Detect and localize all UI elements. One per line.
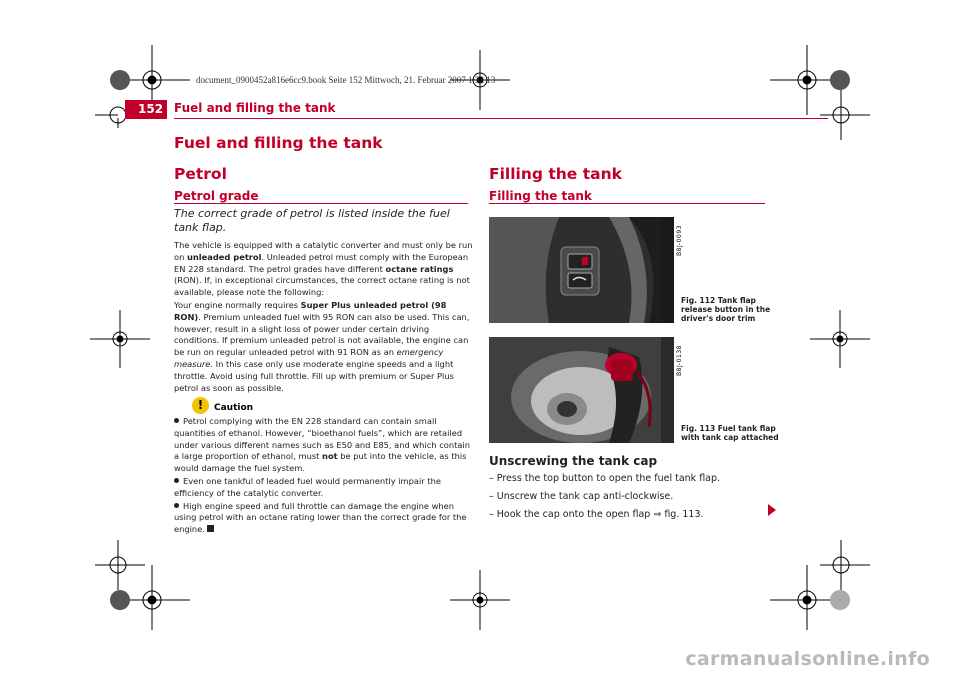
caution-icon: ! (192, 397, 209, 414)
page-number: 152 (138, 102, 164, 116)
section-title: Petrol (174, 165, 227, 183)
header-rule (174, 118, 828, 119)
caution-label: Caution (214, 403, 254, 413)
caution-bullet-leaded: Even one tankful of leaded fuel would permanently impair the efficiency of the catalytic converter. (174, 475, 441, 498)
paragraph-unleaded: The vehicle is equipped with a catalytic converter and must only be run on unleaded petrol. Unleaded petrol must comply with the European EN 228 standard. The petrol grades have different octane ratings (RON). If, in exceptional circumstances, the correct octane rating is not available, please note the following: (174, 240, 473, 298)
watermark: carmanualsonline.info (685, 648, 930, 670)
step-2: – Unscrew the tank cap anti-clockwise. (489, 491, 674, 502)
figure-113-caption: Fig. 113 Fuel tank flap with tank cap attached (681, 424, 779, 442)
figure-112-photo (489, 217, 674, 323)
right-chapter-title: Filling the tank (489, 165, 622, 183)
figure-113-photo (489, 337, 674, 443)
step-3: – Hook the cap onto the open flap ⇒ fig. 113. (489, 509, 704, 520)
chapter-title: Fuel and filling the tank (174, 134, 383, 152)
subsection-title-petrol-grade: Petrol grade (174, 189, 259, 203)
figure-113-code: B8J-0138 (676, 345, 683, 376)
figure-112-caption: Fig. 112 Tank flap release button in the driver's door trim (681, 296, 771, 323)
figure-112-code: B8J-0093 (676, 225, 683, 256)
intro-text: The correct grade of petrol is listed inside the fuel tank flap. (174, 207, 450, 234)
steps-heading: Unscrewing the tank cap (489, 454, 658, 468)
subsection-rule (174, 203, 468, 204)
running-title: Fuel and filling the tank (174, 101, 336, 115)
print-line: document_0900452a816e6cc9.book Seite 152 Mittwoch, 21. Februar 2007 1:32 13 (196, 75, 496, 85)
caution-list (174, 416, 474, 537)
caution-bullet-ethanol: Petrol complying with the EN 228 standard can contain small quantities of ethanol. However, “bioethanol fuels”, which are retailed under various different names such as E50 and E85, and which contain a large proportion of ethanol, must not be put into the vehicle, as this would damage the fuel system. (174, 416, 470, 474)
step-1: – Press the top button to open the fuel tank flap. (489, 473, 721, 484)
right-subsection-rule (489, 203, 765, 204)
paragraph-engine-requirement: Your engine normally requires Super Plus unleaded petrol (98 RON). Premium unleaded fuel with 95 RON can also be used. This can, however, result in a slight loss of power under certain driving conditions. If premium unleaded petrol is not available, the engine can be run on regular unleaded petrol with 91 RON as an emergency measure. In this case only use moderate engine speeds and a light throttle. Avoid using full throttle. Fill up with premium or Super Plus petrol as soon as possible. (174, 299, 470, 393)
continue-arrow-icon (768, 504, 776, 516)
body-text-left (174, 240, 474, 395)
end-of-section-mark (207, 525, 214, 532)
caution-bullet-engine: High engine speed and full throttle can damage the engine when using petrol with an octane rating lower than the correct grade for the engine. (174, 500, 467, 535)
subsection-title-filling: Filling the tank (489, 189, 592, 203)
